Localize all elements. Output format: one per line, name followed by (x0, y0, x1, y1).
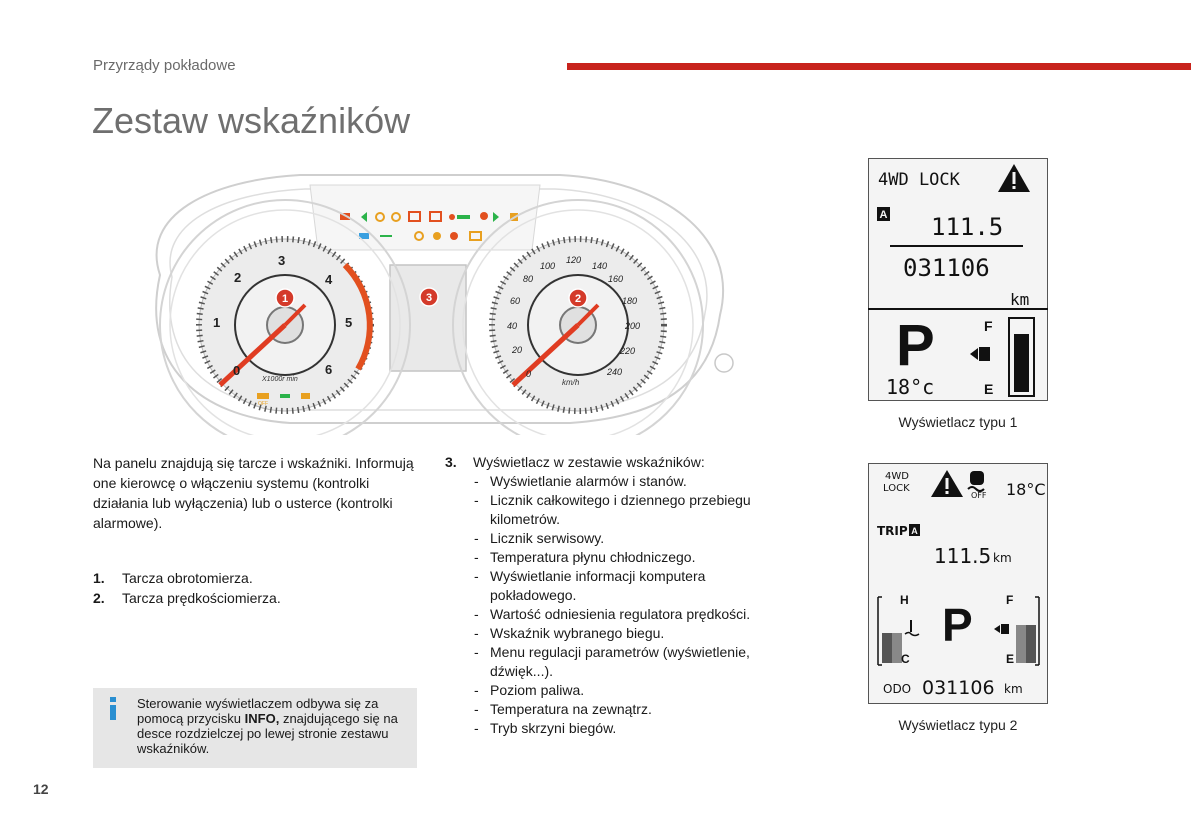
display-type-2 (868, 463, 1048, 704)
tach-tick: 1 (213, 315, 221, 330)
speed-tick: 80 (523, 274, 534, 284)
list-item: 2. Tarcza prędkościomierza. (93, 590, 281, 606)
numbered-list (93, 568, 281, 608)
marker-3-badge (420, 288, 438, 306)
fuel-full: F (984, 318, 993, 334)
fuel-full: F (1006, 593, 1014, 607)
marker-1-badge (276, 289, 294, 307)
trip-value: 111.5 (934, 544, 992, 568)
lock-label-line1: 4WD (885, 471, 909, 482)
sub-list-item: - Temperatura płynu chłodniczego. (474, 548, 765, 567)
speed-tick: 220 (620, 346, 636, 356)
speedometer-dial (453, 200, 703, 435)
lock-label: 4WD LOCK (878, 170, 960, 190)
page-number: 12 (33, 781, 49, 797)
sub-list-item: - Licznik całkowitego i dziennego przebiegu kilometrów. (474, 491, 765, 529)
speed-tick: 0 (526, 369, 532, 379)
off-label: OFF (258, 401, 268, 407)
trip-value: 111.5 (931, 213, 1004, 241)
display-type-2-caption: Wyświetlacz typu 2 (898, 717, 1018, 733)
sub-list (445, 472, 765, 738)
gear-indicator: P (942, 599, 973, 651)
speed-tick: 40 (507, 321, 518, 331)
fuel-empty: E (984, 381, 994, 397)
unit-label: km (1010, 290, 1030, 309)
instrument-cluster-illustration (100, 155, 750, 435)
outside-temp: 18°c (886, 375, 935, 399)
info-text: Sterowanie wyświetlaczem odbywa się za pomocą przycisku INFO, znajdującego się na desce rozdzielczej po lewej stronie zestawu wskaźników. (137, 696, 398, 756)
intro-paragraph: Na panelu znajdują się tarcze i wskaźniki. Informują one kierowcę o włączeniu systemu (kontrolki działania lub wyłączenia) lub o usterce (kontrolki alarmowe). (93, 455, 414, 531)
tach-tick: 2 (234, 270, 242, 285)
display-type-1 (868, 158, 1048, 401)
info-note (93, 688, 417, 768)
svg-text:3: 3 (425, 292, 433, 304)
marker-2-badge (569, 289, 587, 307)
speed-tick: 160 (608, 274, 624, 284)
svg-text:A: A (911, 526, 918, 536)
tach-tick: 4 (325, 272, 333, 287)
page-title: Zestaw wskaźników (92, 100, 411, 141)
tach-tick: 5 (345, 315, 353, 330)
header-accent-bar (567, 63, 1191, 70)
sub-list-item: - Wartość odniesienia regulatora prędkości. (474, 605, 765, 624)
tach-unit: X1000r min (262, 376, 298, 383)
display-type-1-caption: Wyświetlacz typu 1 (898, 414, 1018, 430)
speed-tick: 120 (566, 255, 582, 265)
speed-tick: 180 (622, 296, 638, 306)
temp-cold: C (901, 652, 910, 666)
sub-list-item: - Wskaźnik wybranego biegu. (474, 624, 765, 643)
info-icon (110, 697, 116, 721)
sub-list-item: - Wyświetlanie informacji komputera pokładowego. (474, 567, 765, 605)
list-item: 3. Wyświetlacz w zestawie wskaźników: (445, 454, 705, 470)
sub-list-item: - Wyświetlanie alarmów i stanów. (474, 472, 765, 491)
tach-tick: 0 (233, 363, 241, 378)
svg-text:1: 1 (281, 293, 289, 305)
odo-unit: km (1004, 682, 1023, 696)
off-label: OFF (971, 491, 987, 500)
fuel-gauge-bar (1014, 334, 1029, 392)
odo-value: 031106 (903, 254, 990, 282)
tach-tick: 6 (325, 362, 333, 377)
speed-tick: 240 (607, 367, 623, 377)
sub-list-item: - Tryb skrzyni biegów. (474, 719, 765, 738)
sub-list-item: - Poziom paliwa. (474, 681, 765, 700)
list-item: 1. Tarcza obrotomierza. (93, 570, 253, 586)
odo-label: ODO (883, 682, 912, 696)
tachometer-dial (160, 200, 410, 435)
sub-list-item: - Temperatura na zewnątrz. (474, 700, 765, 719)
display-features-list (445, 453, 765, 738)
speed-tick: 60 (510, 296, 521, 306)
speed-tick: 200 (625, 321, 641, 331)
speed-tick: 100 (540, 261, 556, 271)
svg-text:2: 2 (574, 293, 582, 305)
speed-tick: 140 (592, 261, 608, 271)
odo-value: 031106 (922, 677, 995, 699)
sub-list-item: - Menu regulacji parametrów (wyświetlenie, dźwięk...). (474, 643, 765, 681)
section-label: Przyrządy pokładowe (93, 57, 236, 74)
trip-label: TRIP (877, 524, 908, 538)
tach-tick: 3 (278, 253, 286, 268)
temp-hot: H (900, 593, 909, 607)
lock-label-line2: LOCK (883, 483, 910, 494)
sub-list-item: - Licznik serwisowy. (474, 529, 765, 548)
speed-unit: km/h (562, 378, 580, 387)
gear-indicator: P (896, 313, 935, 378)
outside-temp: 18°C (1006, 480, 1046, 499)
svg-text:A: A (879, 209, 888, 221)
trip-unit: km (993, 551, 1012, 565)
fuel-empty: E (1006, 652, 1015, 666)
speed-tick: 20 (512, 345, 523, 355)
